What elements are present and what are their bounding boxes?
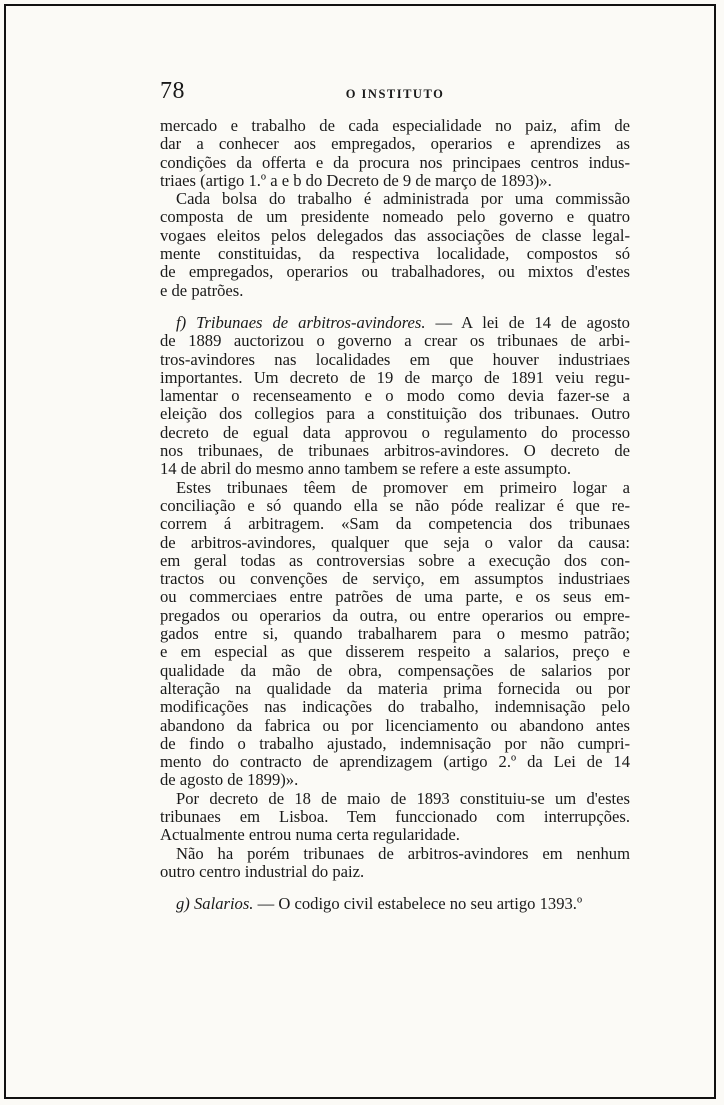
text-line: Cada bolsa do trabalho é administrada por uma commissão xyxy=(176,189,630,209)
running-head: O INSTITUTO xyxy=(345,87,445,101)
text-line: tractos ou convenções de serviço, em assumptos industriaes xyxy=(160,569,630,589)
text-line: conciliação e só quando ella se não póde realizar é que re- xyxy=(160,495,630,515)
text-line: Por decreto de 18 de maio de 1893 constituiu-se um d'estes xyxy=(176,788,630,808)
section-heading-rest: — A lei de 14 de agosto xyxy=(425,312,630,332)
text-line: e em especial as que disserem respeito a salarios, preço e xyxy=(160,642,630,662)
text-line: alteração na qualidade da materia prima fornecida ou por xyxy=(160,678,630,698)
text-line: mente constituidas, da respectiva localidade, compostos só xyxy=(160,244,630,264)
section-heading-rest: — O codigo civil estabelece no seu artigo 1393.º xyxy=(253,894,583,914)
text-line: Não ha porém tribunaes de arbitros-avindores em nenhum xyxy=(176,843,630,863)
paragraph xyxy=(160,790,630,845)
text-line: Actualmente entrou numa certa regularidade. xyxy=(160,825,460,845)
section-heading-line xyxy=(160,314,630,332)
text-line: vogaes eleitos pelos delegados das associações de classe legal- xyxy=(160,225,630,245)
text-line: lamentar o recenseamento e o modo como devia fazer-se a xyxy=(160,386,630,406)
text-line: triaes (artigo 1.º a e b do Decreto de 9 de março de 1893)». xyxy=(160,170,552,190)
text-line: de empregados, operarios ou trabalhadores, ou mixtos d'estes xyxy=(160,262,630,282)
text-line: pregados ou operarios da outra, ou entre operarios ou empre- xyxy=(160,605,630,625)
text-line: abandono da fabrica ou por licenciamento ou abandono antes xyxy=(160,715,630,735)
text-line: gados entre si, quando trabalharem para o mesmo patrão; xyxy=(160,624,630,644)
text-line: de findo o trabalho ajustado, indemnisação por não cumpri- xyxy=(160,733,630,753)
text-line: 14 de abril do mesmo anno tambem se refere a este assumpto. xyxy=(160,459,572,479)
paragraph xyxy=(160,117,630,190)
text-line: correm á arbitragem. «Sam da competencia dos tribunaes xyxy=(160,514,630,534)
text-line: de agosto de 1899)». xyxy=(160,770,299,790)
section-g xyxy=(160,895,630,913)
page-number: 78 xyxy=(160,78,185,104)
text-line: em geral todas as controversias sobre a execução dos con- xyxy=(160,550,630,570)
text-line: modificações nas indicações do trabalho, indemnisação pelo xyxy=(160,697,630,717)
text-line: nos tribunaes, de tribunaes arbitros-avindores. O decreto de xyxy=(160,441,630,461)
text-line: de arbitros-avindores, qualquer que seja o valor da causa: xyxy=(160,532,630,552)
text-line: dar a conhecer aos empregados, operarios e aprendizes as xyxy=(160,134,630,154)
body-text xyxy=(160,117,630,913)
paragraph xyxy=(160,479,630,790)
text-line: mento do contracto de aprendizagem (artigo 2.º da Lei de 14 xyxy=(160,752,630,772)
section-marker: f) xyxy=(176,312,187,332)
text-line: ou commerciaes entre patrões de uma parte, e os seus em- xyxy=(160,587,630,607)
text-line: de 1889 auctorizou o governo a crear os tribunaes de arbi- xyxy=(160,331,630,351)
section-title: Tribunaes de arbitros-avindores. xyxy=(196,312,426,332)
text-line: tros-avindores nas localidades em que houver industriaes xyxy=(160,349,630,369)
text-line: tribunaes em Lisboa. Tem funccionado com interrupções. xyxy=(160,806,630,826)
section-marker: g) xyxy=(176,894,190,914)
section-heading-line xyxy=(160,895,630,913)
text-line: condições da offerta e da procura nos principaes centros indus- xyxy=(160,152,630,172)
text-line: decreto de egual data approvou o regulamento do processo xyxy=(160,422,630,442)
text-line: qualidade da mão de obra, compensações de salarios por xyxy=(160,660,630,680)
section-title: Salarios. xyxy=(193,894,254,914)
paragraph xyxy=(160,845,630,882)
text-line: outro centro industrial do paiz. xyxy=(160,861,365,881)
text-line: Estes tribunaes têem de promover em primeiro logar a xyxy=(176,477,630,497)
section-f xyxy=(160,314,630,479)
paragraph xyxy=(160,190,630,300)
text-line: composta de um presidente nomeado pelo governo e quatro xyxy=(160,207,630,227)
text-line: importantes. Um decreto de 19 de março de 1891 veiu regu- xyxy=(160,367,630,387)
text-line: eleição dos collegios para a constituição dos tribunaes. Outro xyxy=(160,404,630,424)
page-header xyxy=(160,78,630,108)
text-line: e de patrões. xyxy=(160,280,244,300)
text-line: mercado e trabalho de cada especialidade no paiz, afim de xyxy=(160,116,630,135)
